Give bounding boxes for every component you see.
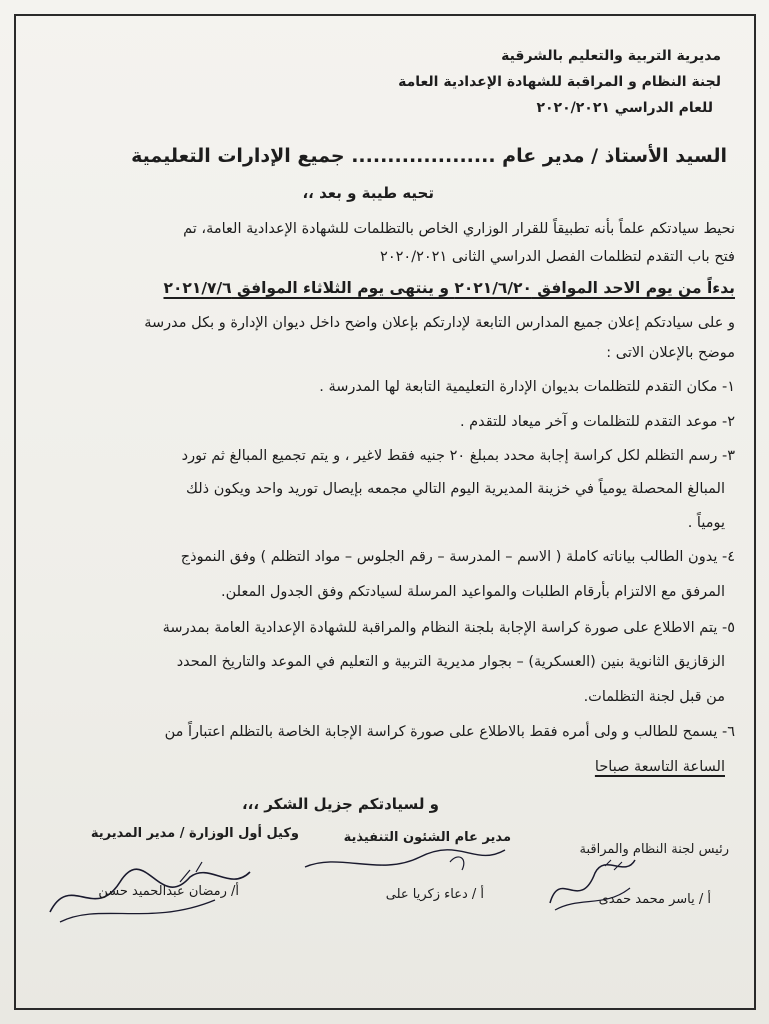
list-item-4: ٤- يدون الطالب بياناته كاملة ( الاسم – المدرسة – رقم الجلوس – مواد التظلم ) وفق النموذج (180, 549, 735, 565)
signature-title-committee-head: رئيس لجنة النظام والمراقبة (579, 842, 729, 857)
intro-line: موضح بالإعلان الاتى : (606, 345, 735, 361)
list-item-2: ٢- موعد التقدم للتظلمات و آخر ميعاد للتقدم . (459, 414, 735, 430)
intro-line: نحيط سيادتكم علماً بأنه تطبيقاً للقرار الوزاري الخاص بالتظلمات للشهادة الإعدادية العامة، تم (183, 221, 735, 237)
list-item-6-cont: الساعة التاسعة صباحا (594, 759, 725, 775)
header-directorate: مديرية التربية والتعليم بالشرقية (501, 48, 721, 64)
signature-title-undersecretary: وكيل أول الوزارة / مدير المديرية (90, 826, 299, 841)
list-item-1: ١- مكان التقدم للتظلمات بديوان الإدارة التعليمية التابعة لها المدرسة . (319, 379, 735, 395)
signature-name-undersecretary: أ/ رمضان عبدالحميد حسن (98, 884, 239, 899)
header-committee: لجنة النظام و المراقبة للشهادة الإعدادية العامة (398, 74, 721, 90)
list-item-3-cont: يومياً . (687, 515, 725, 531)
list-item-6: ٦- يسمح للطالب و ولى أمره فقط بالاطلاع على صورة كراسة الإجابة الخاصة بالتظلم اعتباراً من (164, 724, 735, 740)
closing: و لسيادتكم جزيل الشكر ،،، (241, 795, 439, 813)
list-item-3: ٣- رسم التظلم لكل كراسة إجابة محدد بمبلغ ٢٠ جنيه فقط لاغير ، و يتم تجميع المبالغ ثم تورد (181, 448, 735, 464)
list-item-5: ٥- يتم الاطلاع على صورة كراسة الإجابة بلجنة النظام والمراقبة للشهادة الإعدادية العامة بمدرسة (162, 620, 735, 636)
intro-line: فتح باب التقدم لتظلمات الفصل الدراسي الثانى ٢٠٢٠/٢٠٢١ (380, 249, 735, 265)
signature-committee-head (535, 848, 645, 918)
list-item-5-cont: الزقازيق الثانوية بنين (العسكرية) – بجوار مديرية التربية و التعليم في الموعد والتاريخ المحدد (176, 654, 725, 670)
intro-dates: بدءاً من يوم الاحد الموافق ٢٠٢١/٦/٢٠ و ينتهى يوم الثلاثاء الموافق ٢٠٢١/٧/٦ (163, 279, 735, 297)
list-item-5-cont: من قبل لجنة التظلمات. (583, 689, 725, 705)
intro-line: و على سيادتكم إعلان جميع المدارس التابعة لإدارتكم بإعلان واضح داخل ديوان الإدارة و بكل مدرسة (144, 315, 735, 331)
greeting: تحيه طيبة و بعد ،، (302, 184, 434, 202)
signature-title-executive: مدير عام الشئون التنفيذية (343, 830, 511, 845)
list-item-4-cont: المرفق مع الالتزام بأرقام الطلبات والمواعيد المرسلة لسيادتكم وفق الجدول المعلن. (221, 584, 725, 600)
header-year: للعام الدراسي ٢٠٢٠/٢٠٢١ (536, 100, 713, 116)
signature-executive (300, 842, 510, 882)
signature-name-executive: أ / دعاء زكريا على (385, 887, 484, 902)
addressee: السيد الأستاذ / مدير عام .................... جميع الإدارات التعليمية (131, 145, 727, 167)
signature-name-committee-head: أ / ياسر محمد حمدى (598, 892, 711, 907)
list-item-3-cont: المبالغ المحصلة يومياً في خزينة المديرية اليوم التالي مجمعه بإيصال توريد واحد ويكون ذلك (186, 481, 725, 497)
